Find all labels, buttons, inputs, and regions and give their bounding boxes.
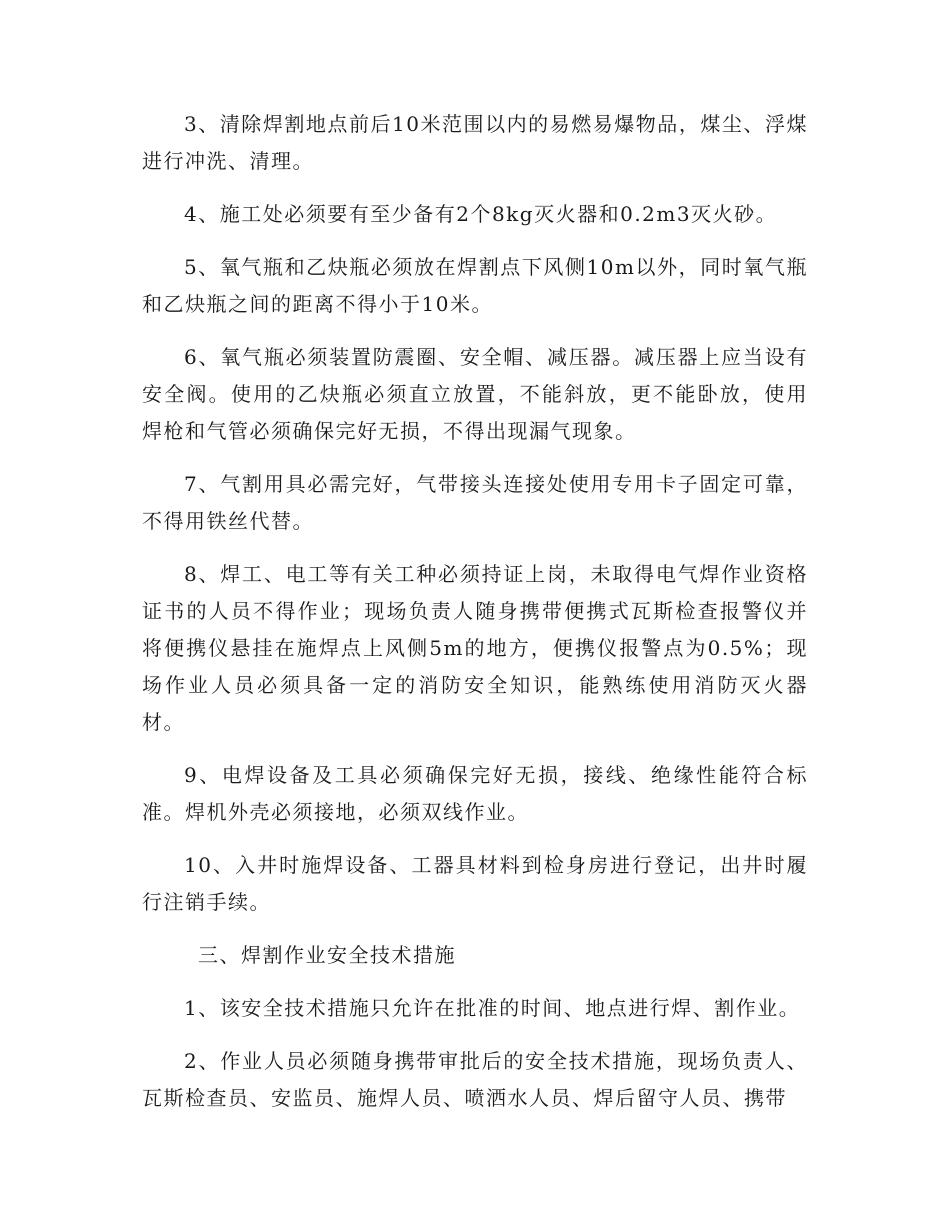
paragraph-item-6: 6、氧气瓶必须装置防震圈、安全帽、减压器。减压器上应当设有安全阀。使用的乙炔瓶必须直立放置，不能斜放，更不能卧放，使用焊枪和气管必须确保完好无损，不得出现漏气现象。 <box>142 345 808 443</box>
paragraph-item-4: 4、施工处必须要有至少备有2个8kg灭火器和0.2m3灭火砂。 <box>184 202 778 226</box>
paragraph-item-5: 5、氧气瓶和乙炔瓶必须放在焊割点下风侧10m以外，同时氧气瓶和乙炔瓶之间的距离不得小于10米。 <box>142 255 808 316</box>
document-body <box>142 106 808 1133</box>
section-paragraph-1: 1、该安全技术措施只允许在批准的时间、地点进行焊、割作业。 <box>184 996 801 1020</box>
paragraph-item-10: 10、入井时施焊设备、工器具材料到检身房进行登记，出井时履行注销手续。 <box>142 853 808 914</box>
section-heading: 三、焊割作业安全技术措施 <box>198 943 456 967</box>
paragraph-item-3: 3、清除焊割地点前后10米范围以内的易燃易爆物品，煤尘、浮煤进行冲洗、清理。 <box>142 112 808 173</box>
paragraph-item-8: 8、焊工、电工等有关工种必须持证上岗，未取得电气焊作业资格证书的人员不得作业；现场负责人随身携带便携式瓦斯检查报警仪并将便携仪悬挂在施焊点上风侧5m的地方，便携仪报警点为0.5%；现场作业人员必须具备一定的消防安全知识，能熟练使用消防灭火器材。 <box>142 562 808 734</box>
section-paragraph-2: 2、作业人员必须随身携带审批后的安全技术措施，现场负责人、瓦斯检查员、安监员、施焊人员、喷洒水人员、焊后留守人员、携带 <box>142 1049 808 1110</box>
paragraph-item-7: 7、气割用具必需完好，气带接头连接处使用专用卡子固定可靠，不得用铁丝代替。 <box>142 472 808 533</box>
paragraph-item-9: 9、电焊设备及工具必须确保完好无损，接线、绝缘性能符合标准。焊机外壳必须接地，必须双线作业。 <box>142 763 808 824</box>
